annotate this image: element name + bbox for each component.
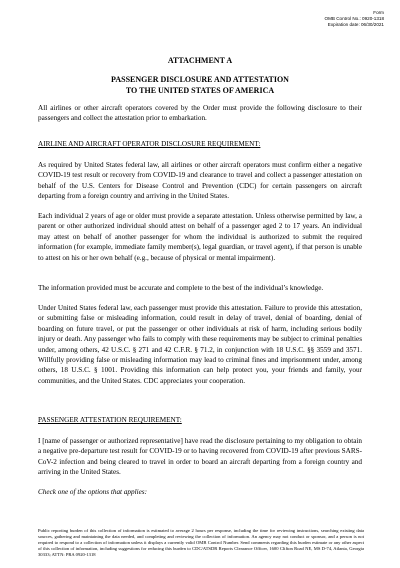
title-line-2: TO THE UNITED STATES OF AMERICA <box>125 85 275 95</box>
attachment-heading: ATTACHMENT A <box>167 56 233 65</box>
form-meta <box>274 10 384 28</box>
intro-paragraph: All airlines or other aircraft operators covered by the Order must provide the following disclosure to their passengers and collect the attestation prior to embarkation. <box>38 104 362 123</box>
disclosure-paragraph-2: Each individual 2 years of age or older must provide a separate attestation. Unless otherwise permitted by law, a parent or other authorized individual should attest on behalf of a passenger aged 2 to 17 years. An individual may attest on behalf of another passenger for whom the individual is authorized to submit the required information (for example, immediate family member(s), legal guardian, or travel agent), if that person is unable to attest on his or her own behalf (e.g., because of physical or mental impairment). <box>38 212 362 262</box>
title-line-1: PASSENGER DISCLOSURE AND ATTESTATION <box>111 75 289 84</box>
form-label: Form <box>373 10 384 15</box>
disclosure-paragraph-1: As required by United States federal law, all airlines or other aircraft operators must confirm either a negative COVID-19 test result or recovery from COVID-19 and clearance to travel and collect a passenger attestation on behalf of the U.S. Centers for Disease Control and Prevention (CDC) for certain passengers on aircraft departing from a foreign country and arriving in the United States. <box>38 161 362 201</box>
check-options-prompt: Check one of the options that applies: <box>38 488 147 496</box>
disclosure-paragraph-3: The information provided must be accurate and complete to the best of the individual’s knowledge. <box>38 284 324 292</box>
disclosure-heading: AIRLINE AND AIRCRAFT OPERATOR DISCLOSURE REQUIREMENT: <box>38 140 261 148</box>
attestation-paragraph: I [name of passenger or authorized representative] have read the disclosure pertaining to my obligation to obtain a negative pre-departure test result for COVID-19 or to having recovered from COVID-19 after previous SARS-CoV-2 infection and being cleared to travel in order to board an aircraft departing from a foreign country and arriving in the United States. <box>38 437 362 477</box>
expiration-date: Expiration date: 06/30/2021 <box>327 22 384 27</box>
burden-statement-footer: Public reporting burden of this collection of information is estimated to average 2 hours per response, including the time for reviewing instructions, searching existing data sources, gathering and maintaining the data needed, and completing and reviewing the collection of information. An agency may not conduct or sponsor, and a person is not required to respond to a collection of information unless it displays a currently valid OMB Control Number. Send comments regarding this burden estimate or any other aspect of this collection of information, including suggestions for reducing this burden to CDC/ATSDR Reports Clearance Officer, 1600 Clifton Road NE, MS D-74, Atlanta, Georgia 30333; ATTN: PRA 0920-1318 <box>38 528 364 557</box>
document-title <box>0 75 400 96</box>
attestation-heading: PASSENGER ATTESTATION REQUIREMENT: <box>38 416 182 424</box>
disclosure-paragraph-4: Under United States federal law, each passenger must provide this attestation. Failure to provide this attestation, or submitting false or misleading information, could result in delay of travel, denial of boarding, denial of boarding on future travel, or put the passenger or other individuals at risk of harm, including serious bodily injury or death. Any passenger who fails to comply with these requirements may be subject to criminal penalties under, among others, 42 U.S.C. § 271 and 42 C.F.R. § 71.2, in conjunction with 18 U.S.C. §§ 3559 and 3571. Willfully providing false or misleading information may lead to criminal fines and imprisonment under, among others, 18 U.S.C. § 1001. Providing this information can help protect you, your friends and family, your communities, and the United States. CDC appreciates your cooperation. <box>38 304 362 385</box>
omb-control-number: OMB Control No.: 0920-1318 <box>324 16 384 21</box>
